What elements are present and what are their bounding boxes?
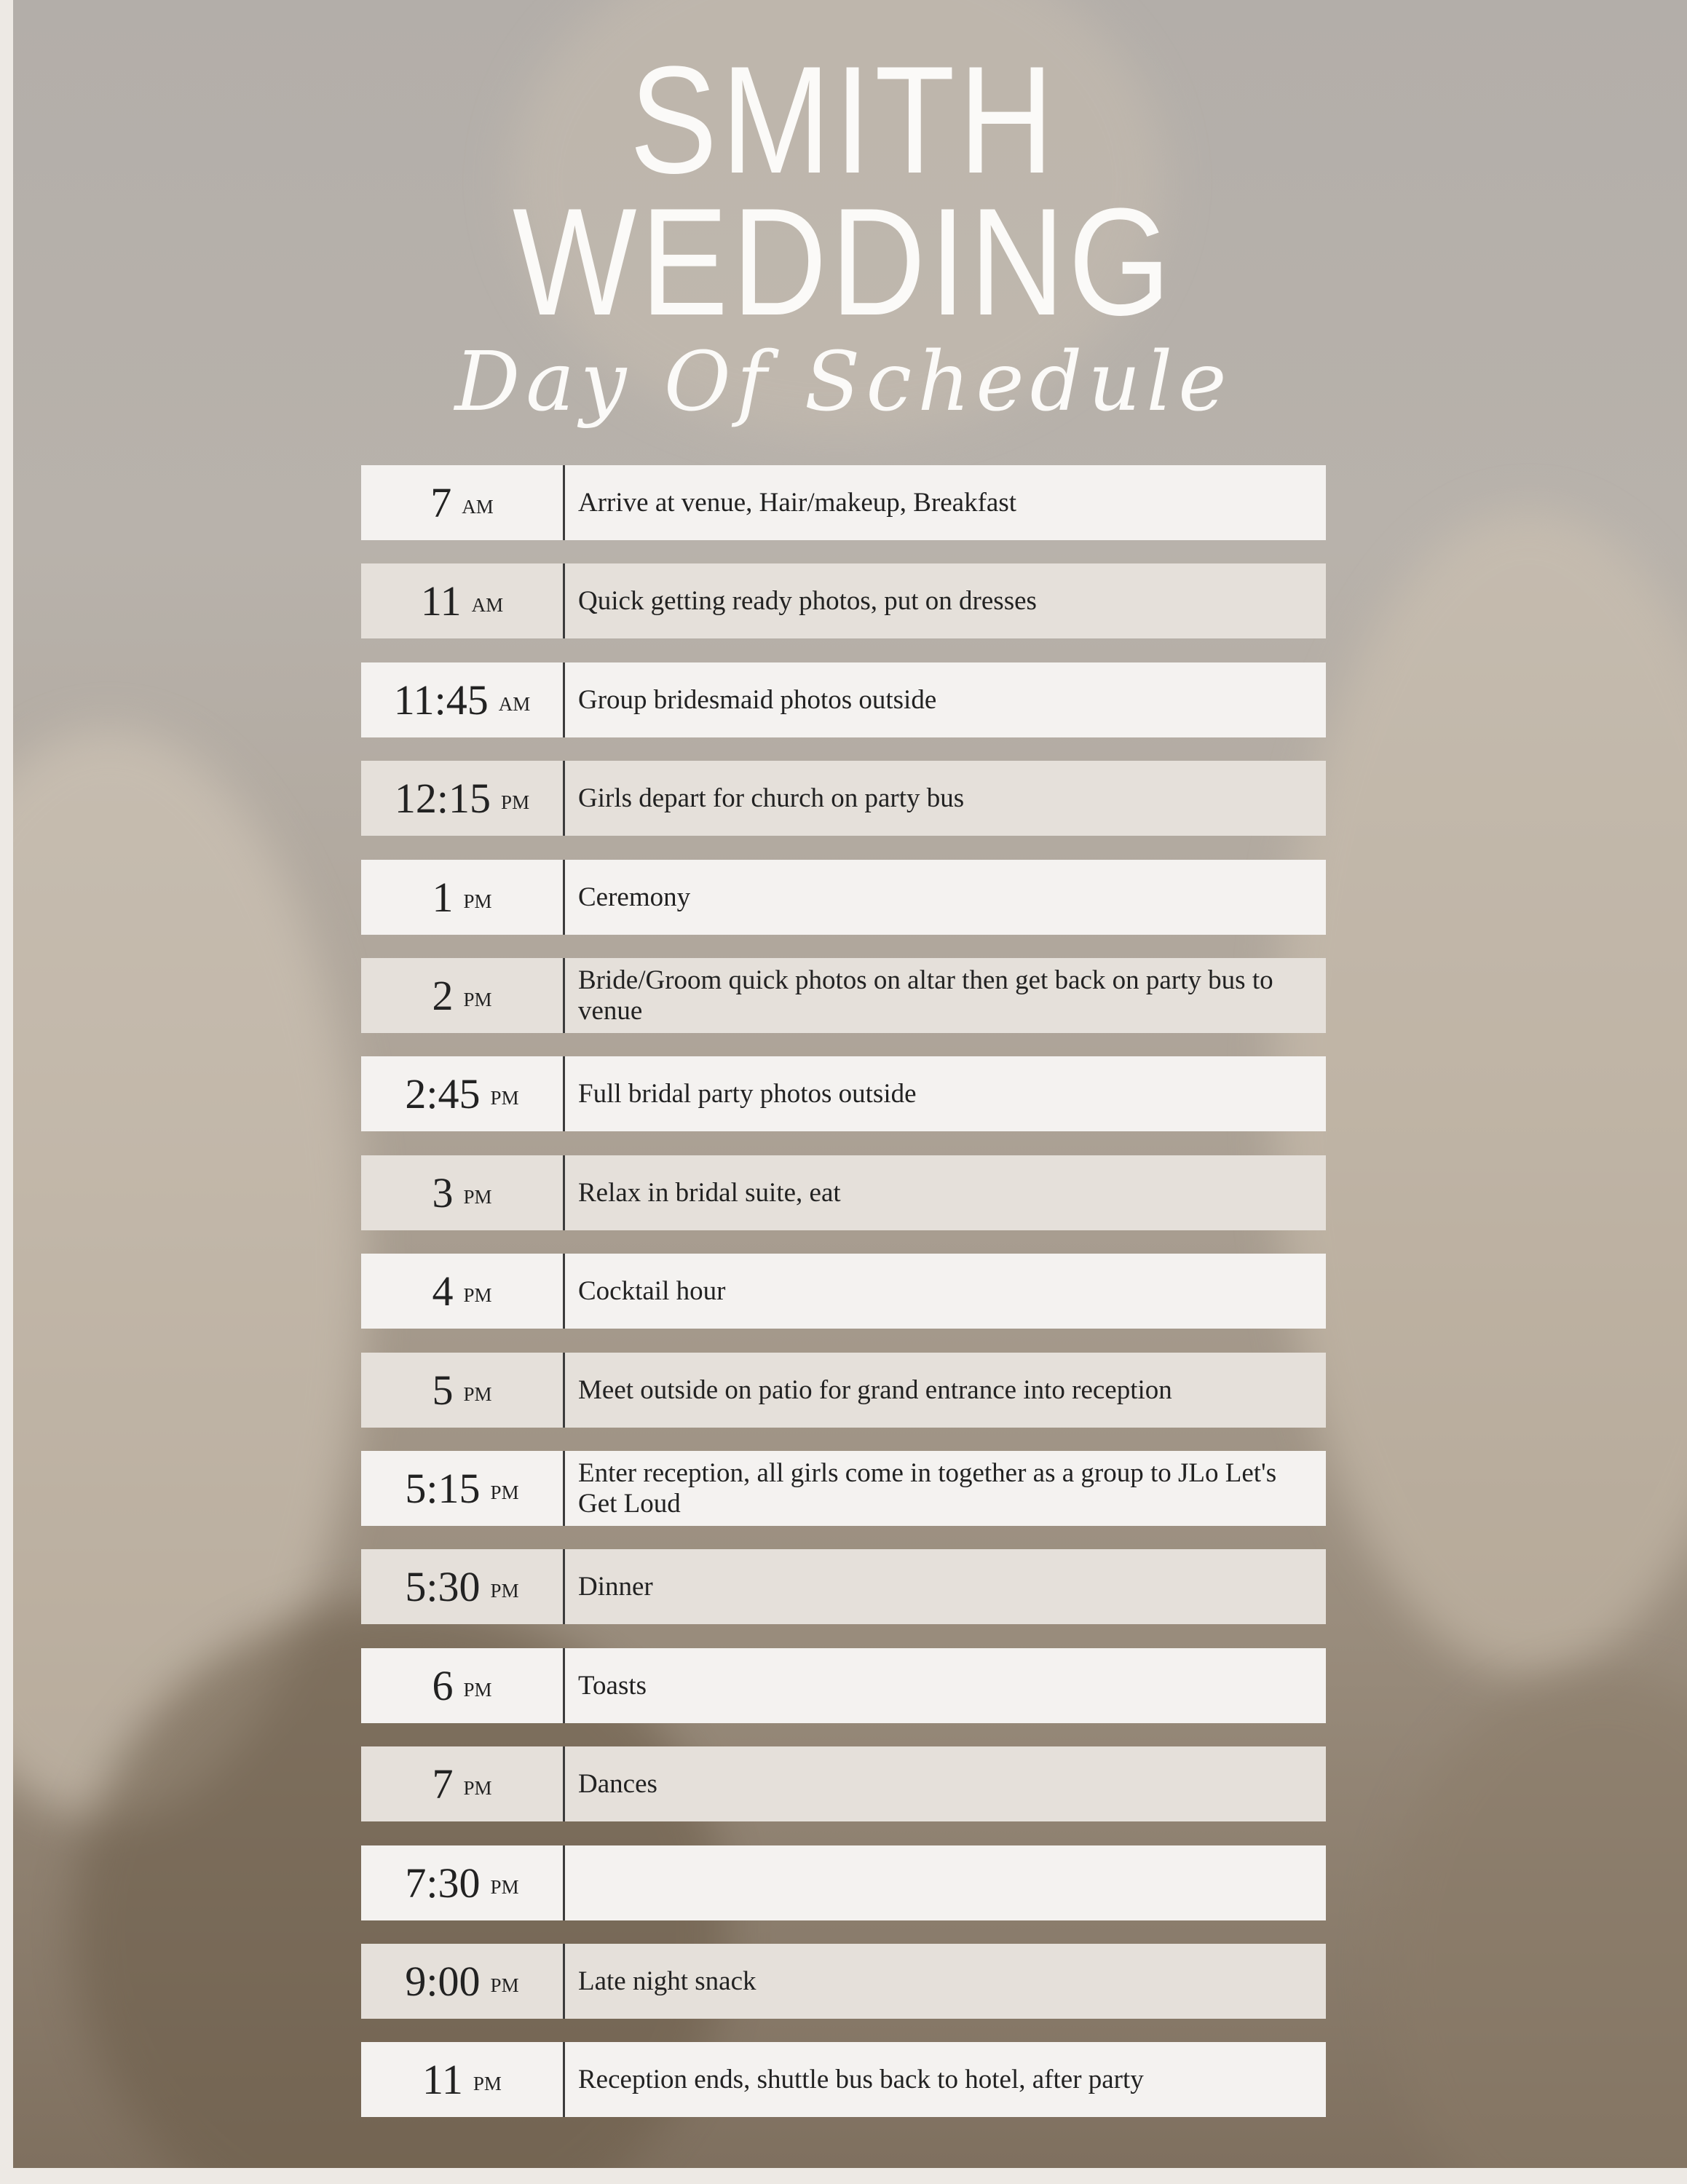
schedule-row (361, 662, 1326, 737)
schedule-row (361, 1944, 1326, 2019)
time-value: 2:45 (405, 1069, 481, 1117)
time-cell (361, 1944, 563, 2019)
event-description: Full bridal party photos outside (578, 1078, 917, 1109)
time-period: AM (462, 496, 494, 518)
time-value: 11 (420, 577, 462, 625)
event-description: Bride/Groom quick photos on altar then get back on party bus to venue (578, 965, 1273, 1026)
schedule-row (361, 1056, 1326, 1131)
time-cell (361, 563, 563, 638)
schedule-row (361, 958, 1326, 1033)
time-value: 5:15 (405, 1464, 481, 1512)
schedule-row (361, 860, 1326, 935)
time-value: 4 (432, 1267, 454, 1315)
time-period: PM (463, 1186, 492, 1208)
event-description: Cocktail hour (578, 1275, 726, 1306)
schedule-row (361, 1353, 1326, 1428)
event-description: Dances (578, 1768, 657, 1799)
time-value: 11:45 (393, 676, 489, 724)
time-period: PM (490, 1876, 519, 1898)
time-period: PM (490, 1974, 519, 1996)
time-value: 7 (432, 1760, 454, 1808)
event-description: Late night snack (578, 1966, 756, 1996)
schedule-row (361, 563, 1326, 638)
event-description: Meet outside on patio for grand entrance into reception (578, 1374, 1172, 1405)
event-description: Relax in bridal suite, eat (578, 1177, 841, 1208)
schedule-row (361, 761, 1326, 836)
time-cell (361, 958, 563, 1033)
time-cell (361, 1746, 563, 1821)
time-period: PM (473, 2073, 502, 2094)
schedule-row (361, 465, 1326, 540)
time-period: PM (490, 1580, 519, 1602)
event-description: Dinner (578, 1571, 653, 1602)
time-cell (361, 860, 563, 935)
time-cell (361, 1648, 563, 1723)
time-value: 6 (432, 1661, 454, 1709)
time-cell (361, 662, 563, 737)
time-cell (361, 761, 563, 836)
time-value: 3 (432, 1168, 454, 1216)
time-cell (361, 1451, 563, 1526)
time-cell (361, 465, 563, 540)
event-description: Enter reception, all girls come in together as a group to JLo Let's Get Loud (578, 1457, 1277, 1519)
time-period: PM (490, 1087, 519, 1109)
schedule-row (361, 1155, 1326, 1230)
schedule-row (361, 1648, 1326, 1723)
time-value: 2 (432, 971, 454, 1019)
schedule-row (361, 1845, 1326, 1920)
time-value: 12:15 (394, 774, 491, 822)
time-period: PM (463, 1777, 492, 1799)
event-description: Girls depart for church on party bus (578, 783, 965, 813)
time-period: AM (471, 594, 504, 616)
time-cell (361, 1353, 563, 1428)
time-period: PM (463, 989, 492, 1010)
schedule-row (361, 1254, 1326, 1329)
event-description: Toasts (578, 1670, 647, 1701)
time-value: 1 (432, 873, 454, 921)
time-cell (361, 1549, 563, 1624)
background-flowers-right (1383, 1674, 1687, 2184)
title-line-1: SMITH (629, 34, 1058, 205)
time-period: PM (463, 1284, 492, 1306)
time-period: PM (501, 791, 530, 813)
time-value: 7 (430, 478, 452, 526)
time-period: PM (463, 890, 492, 912)
title-line-2: WEDDING (513, 176, 1174, 347)
event-description: Quick getting ready photos, put on dresses (578, 585, 1037, 616)
time-value: 11 (422, 2055, 463, 2103)
time-period: PM (463, 1679, 492, 1701)
event-description: Ceremony (578, 882, 691, 912)
time-value: 9:00 (405, 1957, 481, 2005)
event-description (565, 1845, 1326, 1920)
frame-left-border (0, 0, 13, 2184)
time-cell (361, 1254, 563, 1329)
time-period: PM (490, 1481, 519, 1503)
background-grass-right (1274, 510, 1687, 1674)
time-value: 7:30 (405, 1859, 481, 1907)
time-period: AM (498, 693, 531, 715)
event-description: Reception ends, shuttle bus back to hotel, after party (578, 2064, 1144, 2094)
time-cell (361, 1155, 563, 1230)
frame-bottom-border (0, 2168, 1687, 2184)
time-cell (361, 2042, 563, 2117)
time-value: 5 (432, 1366, 454, 1414)
time-value: 5:30 (405, 1562, 481, 1610)
subtitle: Day Of Schedule (454, 335, 1233, 430)
event-description: Arrive at venue, Hair/makeup, Breakfast (578, 487, 1017, 518)
time-cell (361, 1056, 563, 1131)
time-cell (361, 1845, 563, 1920)
schedule-row (361, 1549, 1326, 1624)
time-period: PM (463, 1383, 492, 1405)
schedule-row (361, 1451, 1326, 1526)
schedule-row (361, 1746, 1326, 1821)
schedule-row (361, 2042, 1326, 2117)
event-description: Group bridesmaid photos outside (578, 684, 937, 715)
